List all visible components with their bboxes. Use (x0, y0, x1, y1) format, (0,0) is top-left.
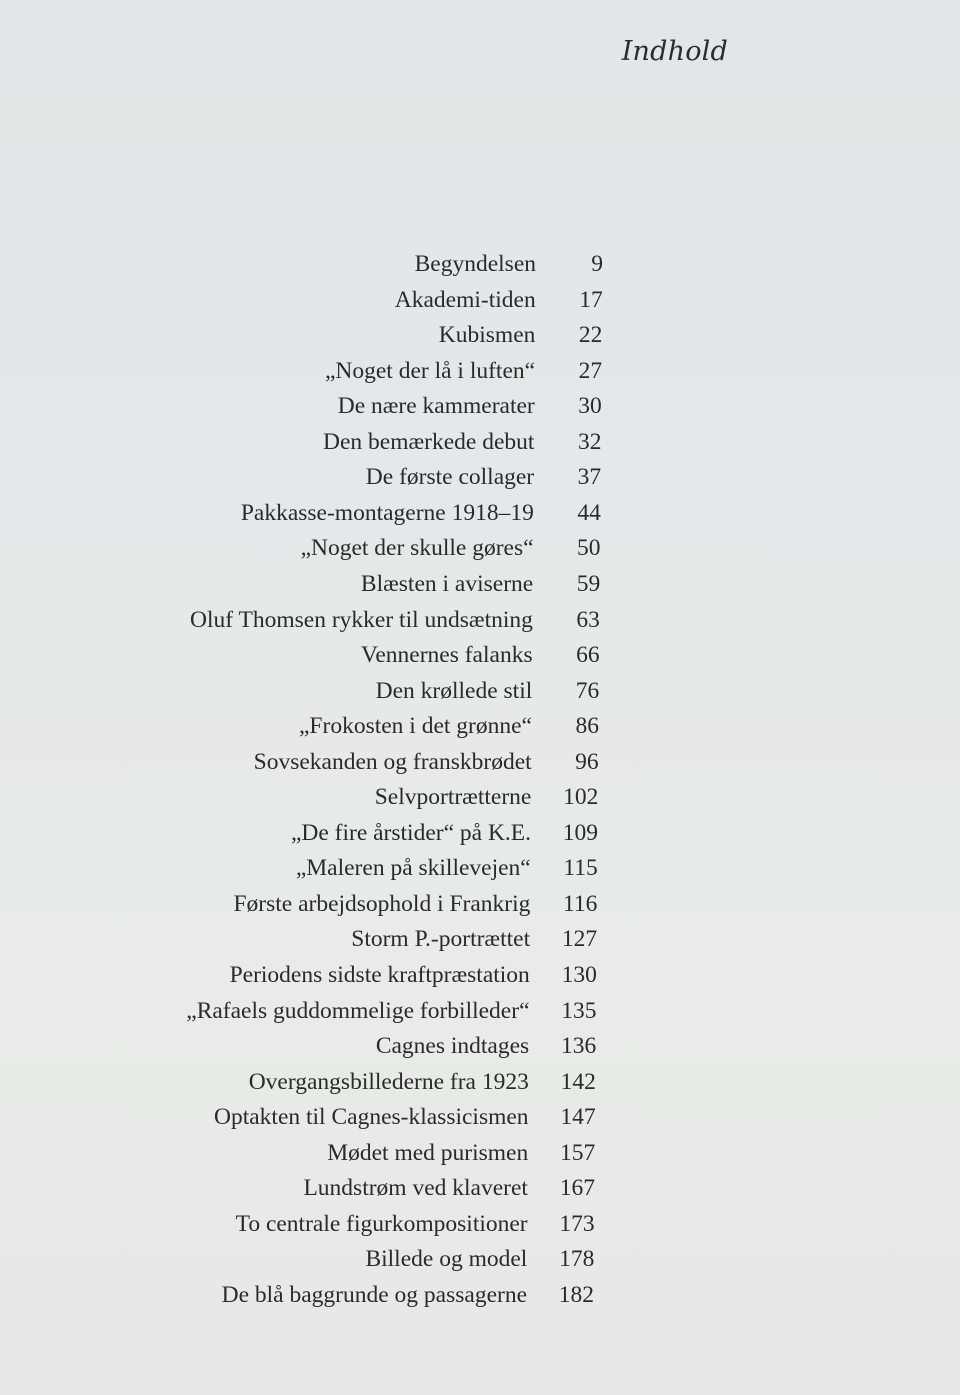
toc-entry (0, 744, 960, 780)
toc-entry (0, 708, 960, 744)
toc-entry-page: 115 (563, 855, 598, 882)
toc-entry-title: Sovsekanden og franskbrødet (253, 748, 532, 775)
toc-entry-title: Den krøllede stil (375, 677, 533, 704)
toc-entry-page: 116 (563, 890, 598, 917)
toc-entry-title: To centrale figurkompositioner (235, 1210, 528, 1237)
toc-entry-page: 22 (578, 322, 603, 349)
toc-entry-page: 173 (559, 1210, 595, 1237)
toc-entry-page: 63 (576, 606, 600, 633)
toc-entry-page: 157 (560, 1139, 596, 1166)
toc-entry-page: 59 (576, 570, 601, 597)
toc-entry-title: De blå baggrunde og passagerne (221, 1281, 528, 1308)
toc-entry (0, 495, 960, 531)
toc-entry (0, 1099, 960, 1135)
toc-entry-title: De nære kammerater (337, 393, 535, 420)
toc-entry (0, 993, 960, 1029)
toc-entry (0, 424, 960, 460)
toc-entry-title: Oluf Thomsen rykker til undsætning (189, 606, 533, 633)
toc-entry-title: Storm P.-portrættet (351, 926, 531, 953)
toc-entry-page: 44 (577, 499, 601, 526)
toc-entry-title: Mødet med purismen (327, 1139, 529, 1166)
toc-entry (0, 1277, 960, 1313)
toc-entry (0, 566, 960, 602)
toc-entry (0, 921, 960, 957)
toc-entry (0, 353, 960, 389)
toc-entry-title: Vennernes falanks (360, 642, 533, 669)
toc-entry (0, 1135, 960, 1171)
toc-entry-page: 86 (575, 713, 599, 740)
toc-entry-page: 167 (559, 1175, 595, 1202)
toc-entry-page: 130 (561, 962, 597, 988)
toc-entry-title: „Maleren på skillevejen“ (295, 855, 531, 882)
toc-entry-page: 178 (559, 1246, 595, 1273)
toc-entry-title: Cagnes indtages (375, 1033, 530, 1060)
toc-entry-title: De første collager (365, 464, 535, 491)
toc-entry-title: Overgangsbillederne fra 1923 (248, 1068, 529, 1095)
toc-entry (0, 317, 960, 353)
toc-entry (0, 957, 960, 993)
toc-entry-title: Første arbejdsophold i Frankrig (233, 890, 531, 917)
toc-entry (0, 637, 960, 673)
toc-entry (0, 673, 960, 709)
toc-entry-title: „De fire årstider“ på K.E. (290, 819, 532, 846)
toc-entry-title: Lundstrøm ved klaveret (303, 1175, 528, 1202)
toc-entry (0, 1064, 960, 1100)
toc-entry-page: 135 (561, 997, 597, 1024)
toc-entry-page: 66 (576, 642, 600, 669)
toc-entry-page: 32 (577, 428, 602, 455)
toc-entry-title: Periodens sidste kraftpræstation (229, 962, 530, 988)
toc-entry-title: „Rafaels guddommelige forbilleder“ (186, 997, 530, 1024)
toc-entry-title: Billede og model (365, 1246, 528, 1273)
page-title: Indhold (621, 36, 728, 67)
toc-entry-title: Blæsten i aviserne (360, 570, 534, 597)
toc-entry (0, 530, 960, 566)
toc-entry-page: 136 (560, 1033, 597, 1060)
toc-entry (0, 1206, 960, 1242)
toc-entry-page: 37 (577, 464, 602, 491)
toc-entry-page: 27 (578, 357, 603, 384)
toc-entry-page: 127 (561, 926, 598, 953)
toc-entry-title: Selvportrætterne (374, 784, 532, 811)
toc-entry (0, 459, 960, 495)
toc-entry-page: 96 (575, 748, 599, 775)
toc-entry (0, 282, 960, 318)
toc-entry-page: 142 (560, 1068, 596, 1095)
toc-entry (0, 779, 960, 815)
toc-entry-title: „Noget der lå i luften“ (324, 357, 536, 384)
toc-entry-page: 182 (558, 1281, 595, 1308)
toc-entry (0, 815, 960, 851)
toc-entry (0, 246, 960, 282)
toc-entry-page: 50 (577, 535, 601, 562)
toc-entry-title: Akademi-tiden (394, 286, 536, 313)
toc-entry (0, 1028, 960, 1064)
toc-entry-title: Begyndelsen (414, 251, 536, 277)
toc-entry (0, 850, 960, 886)
toc-entry-title: Optakten til Cagnes-klassicismen (213, 1104, 529, 1131)
toc-entry-title: Pakkasse-montagerne 1918–19 (240, 499, 534, 526)
toc-entry-page: 17 (579, 286, 603, 313)
toc-entry (0, 886, 960, 922)
toc-entry (0, 602, 960, 638)
toc-entry-page: 30 (578, 393, 602, 420)
toc-entry-title: „Frokosten i det grønne“ (299, 713, 532, 740)
toc-entry-page: 102 (563, 784, 599, 811)
toc-entry-title: „Noget der skulle gøres“ (300, 535, 534, 562)
toc-entry-page: 109 (562, 819, 599, 846)
toc-entry-page: 76 (575, 677, 600, 704)
toc-entry-page: 147 (560, 1104, 596, 1131)
toc-entry (0, 1241, 960, 1277)
toc-entry (0, 1170, 960, 1206)
toc-entry (0, 388, 960, 424)
toc-entry-page: 9 (591, 251, 603, 277)
toc-entry-title: Kubismen (438, 322, 536, 349)
toc-entry-title: Den bemærkede debut (323, 428, 535, 455)
